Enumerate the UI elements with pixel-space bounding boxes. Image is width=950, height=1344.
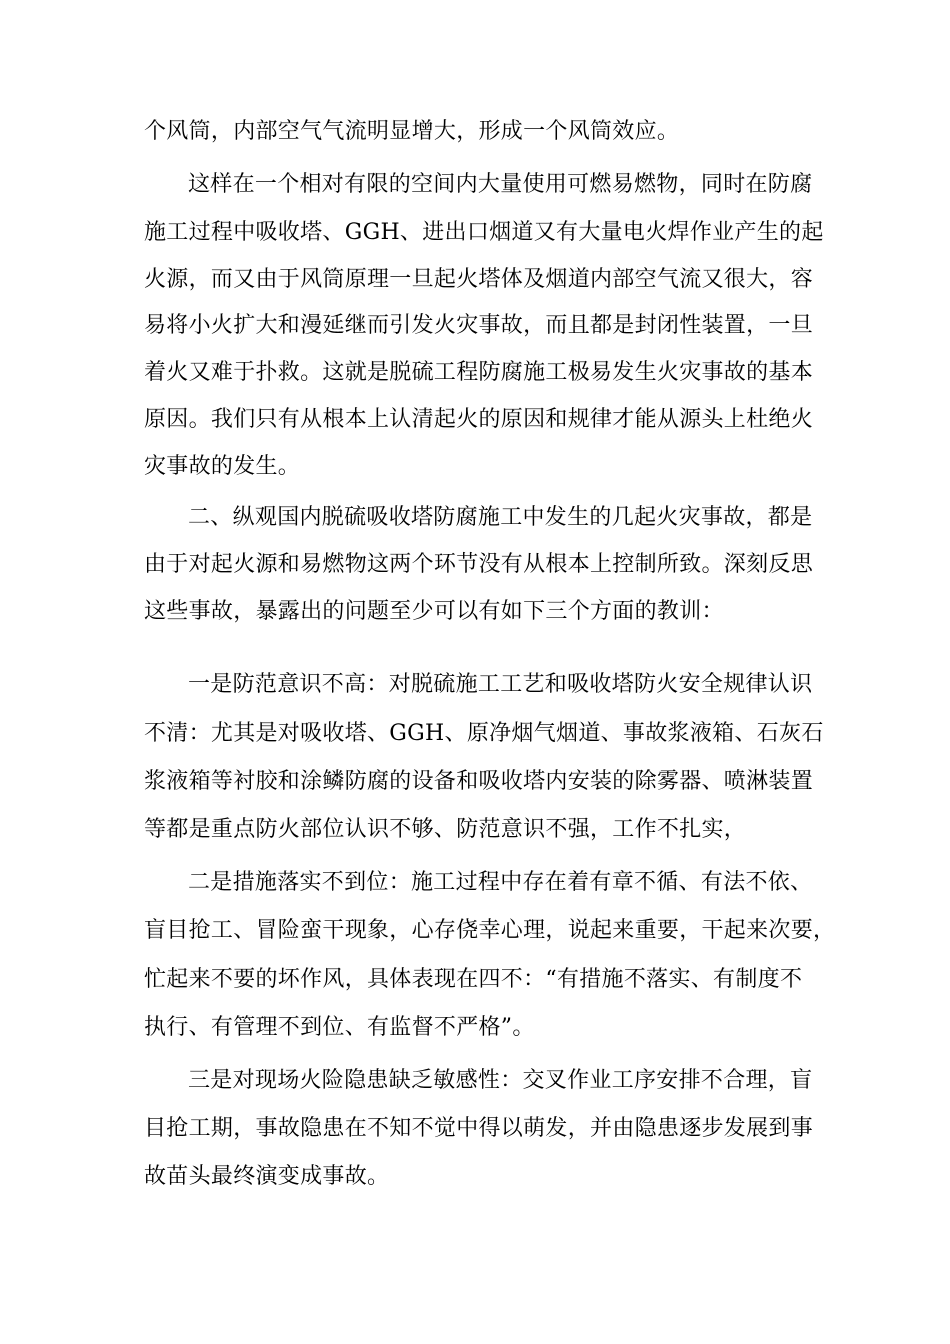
body-line-7: 原因。我们只有从根本上认清起火的原因和规律才能从源头上杜绝火 — [144, 407, 814, 432]
body-line-12: 一是防范意识不高：对脱硫施工工艺和吸收塔防火安全规律认识 — [188, 672, 813, 697]
body-line-20: 三是对现场火险隐患缺乏敏感性：交叉作业工序安排不合理，盲 — [188, 1068, 813, 1093]
body-line-22: 故苗头最终演变成事故。 — [144, 1164, 390, 1189]
body-line-15: 等都是重点防火部位认识不够、防范意识不强，工作不扎实， — [144, 817, 747, 842]
body-line-17: 盲目抢工、冒险蛮干现象，心存侥幸心理，说起来重要，干起来次要， — [144, 918, 836, 943]
body-line-19: 执行、有管理不到位、有监督不严格”。 — [144, 1015, 535, 1040]
body-line-13: 不清：尤其是对吸收塔、GGH、原净烟气烟道、事故浆液箱、石灰石 — [144, 721, 824, 746]
body-line-18: 忙起来不要的坏作风，具体表现在四不：“有措施不落实、有制度不 — [144, 967, 803, 992]
body-line-9: 二、纵观国内脱硫吸收塔防腐施工中发生的几起火灾事故，都是 — [188, 505, 813, 530]
body-line-3: 施工过程中吸收塔、GGH、进出口烟道又有大量电火焊作业产生的起 — [144, 220, 824, 245]
body-line-8: 灾事故的发生。 — [144, 454, 301, 479]
body-line-2: 这样在一个相对有限的空间内大量使用可燃易燃物，同时在防腐 — [188, 172, 813, 197]
body-line-21: 目抢工期，事故隐患在不知不觉中得以萌发，并由隐患逐步发展到事 — [144, 1116, 814, 1141]
body-line-16: 二是措施落实不到位：施工过程中存在着有章不循、有法不依、 — [188, 870, 813, 895]
body-line-6: 着火又难于扑救。这就是脱硫工程防腐施工极易发生火灾事故的基本 — [144, 360, 814, 385]
body-line-1: 个风筒，内部空气气流明显增大，形成一个风筒效应。 — [144, 119, 680, 144]
body-line-10: 由于对起火源和易燃物这两个环节没有从根本上控制所致。深刻反思 — [144, 552, 814, 577]
body-line-4: 火源，而又由于风筒原理一旦起火塔体及烟道内部空气流又很大，容 — [144, 267, 814, 292]
body-line-11: 这些事故，暴露出的问题至少可以有如下三个方面的教训： — [144, 599, 724, 624]
body-line-14: 浆液箱等衬胶和涂鳞防腐的设备和吸收塔内安装的除雾器、喷淋装置 — [144, 769, 814, 794]
body-line-5: 易将小火扩大和漫延继而引发火灾事故，而且都是封闭性装置，一旦 — [144, 313, 814, 338]
